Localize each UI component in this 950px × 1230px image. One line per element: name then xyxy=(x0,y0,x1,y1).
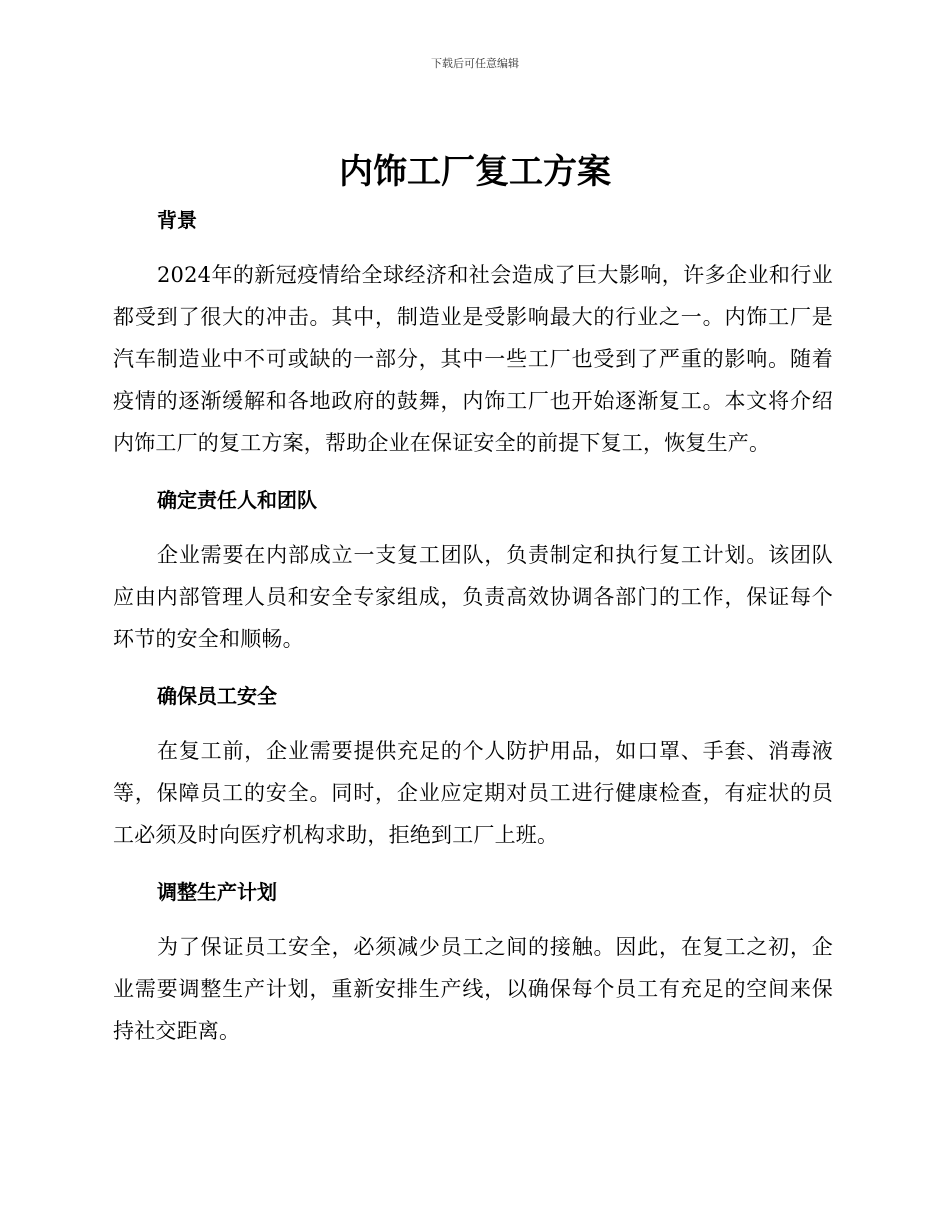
section-heading: 确保员工安全 xyxy=(157,684,277,708)
header-note: 下载后可任意编辑 xyxy=(431,57,519,70)
section-heading: 确定责任人和团队 xyxy=(157,488,317,512)
section-production-plan xyxy=(113,876,833,1052)
document-title: 内饰工厂复工方案 xyxy=(339,152,611,192)
section-heading: 调整生产计划 xyxy=(157,880,277,904)
section-paragraph: 2024年的新冠疫情给全球经济和社会造成了巨大影响，许多企业和行业都受到了很大的冲击。其中，制造业是受影响最大的行业之一。内饰工厂是汽车制造业中不可或缺的一部分，其中一些工厂也受到了严重的影响。随着疫情的逐渐缓解和各地政府的鼓舞，内饰工厂也开始逐渐复工。本文将介绍内饰工厂的复工方案，帮助企业在保证安全的前提下复工，恢复生产。 xyxy=(113,263,833,455)
document-body xyxy=(113,204,833,1072)
section-paragraph: 为了保证员工安全，必须减少员工之间的接触。因此，在复工之初，企业需要调整生产计划，重新安排生产线，以确保每个员工有充足的空间来保持社交距离。 xyxy=(113,935,833,1043)
section-paragraph: 在复工前，企业需要提供充足的个人防护用品，如口罩、手套、消毒液等，保障员工的安全。同时，企业应定期对员工进行健康检查，有症状的员工必须及时向医疗机构求助，拒绝到工厂上班。 xyxy=(113,739,833,847)
section-team xyxy=(113,484,833,660)
section-heading: 背景 xyxy=(157,208,197,232)
section-paragraph: 企业需要在内部成立一支复工团队，负责制定和执行复工计划。该团队应由内部管理人员和安全专家组成，负责高效协调各部门的工作，保证每个环节的安全和顺畅。 xyxy=(113,543,833,651)
section-background xyxy=(113,204,833,464)
section-employee-safety xyxy=(113,680,833,856)
